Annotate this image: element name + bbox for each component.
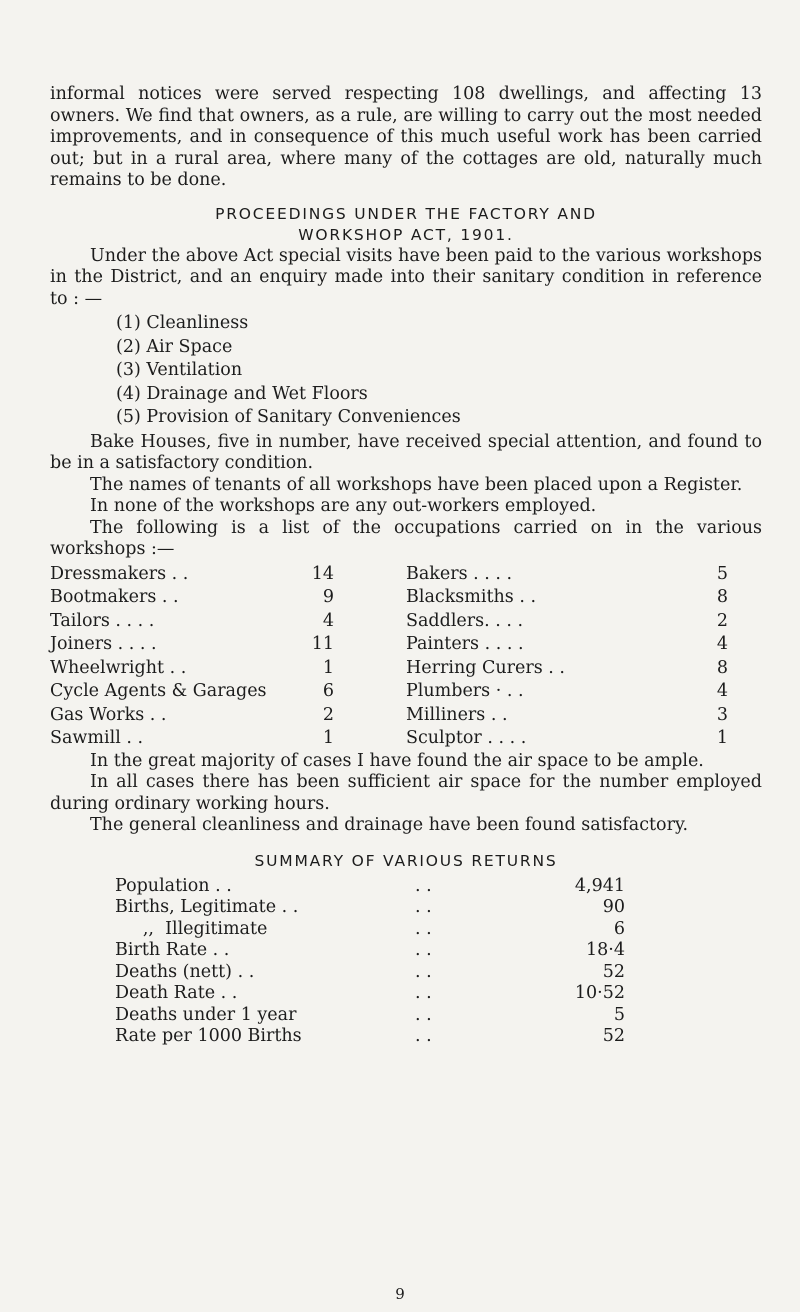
outworkers-paragraph: In none of the workshops are any out-workers employed. [90,496,597,516]
conditions-list [116,312,762,430]
occupations-table [50,563,762,751]
occupation-row [50,704,406,728]
summary-dots: . . [415,983,432,1003]
condition-item: (4) Drainage and Wet Floors [116,383,368,404]
summary-value: 52 [602,1026,625,1046]
summary-value: 10·52 [574,983,625,1003]
occupation-name: Sawmill . . [50,728,144,748]
summary-row [115,940,625,962]
occupation-row [50,633,406,657]
cleanliness-general: The general cleanliness and drainage have been found satisfactory. [90,815,689,835]
occupation-name: Herring Curers . . [406,657,565,678]
occupation-name: Gas Works . . [50,704,167,725]
occupations-intro: The following is a list of the occupations carried on in the various workshops :— [50,517,762,559]
occupation-row [406,586,762,610]
occupations-right-column [406,563,762,751]
occupation-name: Saddlers. . . . [406,610,524,631]
summary-label: Rate per 1000 Births [115,1026,302,1046]
factory-act-heading [50,204,762,246]
summary-dots: . . [415,897,432,917]
occupation-count: 9 [322,587,334,607]
occupation-name: Painters . . . . [406,634,524,654]
summary-row [115,983,625,1005]
summary-label: Deaths under 1 year [115,1004,297,1025]
occupation-count: 14 [311,563,334,584]
summary-dots: . . [415,1004,432,1025]
occupation-row [406,657,762,681]
occupation-count: 4 [716,634,728,654]
occupation-count: 1 [322,657,334,678]
register-paragraph: The names of tenants of all workshops have been placed upon a Register. [90,474,743,495]
occupation-count: 1 [322,728,334,748]
page-number: 9 [395,1285,405,1303]
occupation-count: 2 [322,704,334,725]
intro-paragraph: informal notices were served respecting 108 dwellings, and affecting 13 owners. We find that owners, as a rule, are willing to carry out the most needed improvements, and in consequence of this much useful work has been carried out; but in a rural area, where many of the cottages are old, naturally much remains to be done. [50,84,762,190]
occupation-row [50,727,406,751]
occupation-name: Bakers . . . . [406,563,513,584]
summary-value: 52 [602,961,625,982]
occupation-count: 8 [716,587,728,607]
occupation-count: 11 [311,634,334,654]
occupation-name: Tailors . . . . [50,610,155,631]
occupation-count: 8 [716,657,728,678]
condition-item: (1) Cleanliness [116,313,249,333]
summary-label: Population . . [115,875,232,896]
occupations-left-column [50,563,406,751]
occupation-count: 1 [716,728,728,748]
occupation-count: 4 [322,610,334,631]
summary-row [115,897,625,919]
occupation-row [50,586,406,610]
summary-value: 4,941 [574,875,625,896]
occupation-row [50,610,406,634]
occupation-count: 3 [716,704,728,725]
summary-dots: . . [415,918,432,939]
occupation-row [406,727,762,751]
summary-value: 90 [602,897,625,917]
summary-label: Birth Rate . . [115,940,230,960]
occupation-count: 2 [716,610,728,631]
occupation-name: Bootmakers . . [50,587,179,607]
summary-value: 6 [613,918,625,939]
factory-heading-line1: PROCEEDINGS UNDER THE FACTORY AND [215,204,597,223]
occupation-row [406,610,762,634]
summary-heading: SUMMARY OF VARIOUS RETURNS [254,851,558,870]
air-space-all: In all cases there has been sufficient air space for the number employed during ordinary working hours. [50,772,762,814]
occupation-row [406,633,762,657]
occupation-row [406,680,762,704]
summary-value: 5 [613,1004,625,1025]
occupation-count: 6 [322,681,334,701]
summary-dots: . . [415,961,432,982]
occupation-count: 5 [716,563,728,584]
occupation-name: Milliners . . [406,704,508,725]
condition-item: (3) Ventilation [116,360,243,380]
occupation-count: 4 [716,681,728,701]
condition-item: (5) Provision of Sanitary Conveniences [116,407,461,427]
summary-table [115,876,625,1048]
summary-row [115,962,625,984]
occupation-row [50,657,406,681]
summary-label: Deaths (nett) . . [115,961,255,982]
summary-dots: . . [415,940,432,960]
occupation-name: Blacksmiths . . [406,587,537,607]
occupation-row [406,563,762,587]
summary-value: 18·4 [586,940,625,960]
summary-row [115,1005,625,1027]
summary-label: ,, Illegitimate [115,918,268,939]
summary-label: Births, Legitimate . . [115,897,299,917]
occupation-name: Joiners . . . . [50,634,157,654]
air-space-majority: In the great majority of cases I have found the air space to be ample. [90,750,704,771]
summary-dots: . . [415,1026,432,1046]
summary-row [115,876,625,898]
summary-label: Death Rate . . [115,983,238,1003]
summary-row [115,919,625,941]
occupation-name: Cycle Agents & Garages [50,681,267,701]
bake-houses-paragraph: Bake Houses, five in number, have received special attention, and found to be in a satisfactory condition. [50,431,762,473]
occupation-name: Plumbers · . . [406,681,524,701]
occupation-row [50,563,406,587]
document-page [50,84,762,1048]
occupation-name: Sculptor . . . . [406,728,527,748]
occupation-row [50,680,406,704]
condition-item: (2) Air Space [116,336,233,357]
summary-dots: . . [415,875,432,896]
factory-heading-line2: WORKSHOP ACT, 1901. [298,225,514,244]
summary-row [115,1026,625,1048]
occupation-name: Wheelwright . . [50,657,187,678]
visits-paragraph: Under the above Act special visits have been paid to the various workshops in the District, and an enquiry made into their sanitary condition in reference to : — [50,245,762,309]
occupation-row [406,704,762,728]
occupation-name: Dressmakers . . [50,563,189,584]
